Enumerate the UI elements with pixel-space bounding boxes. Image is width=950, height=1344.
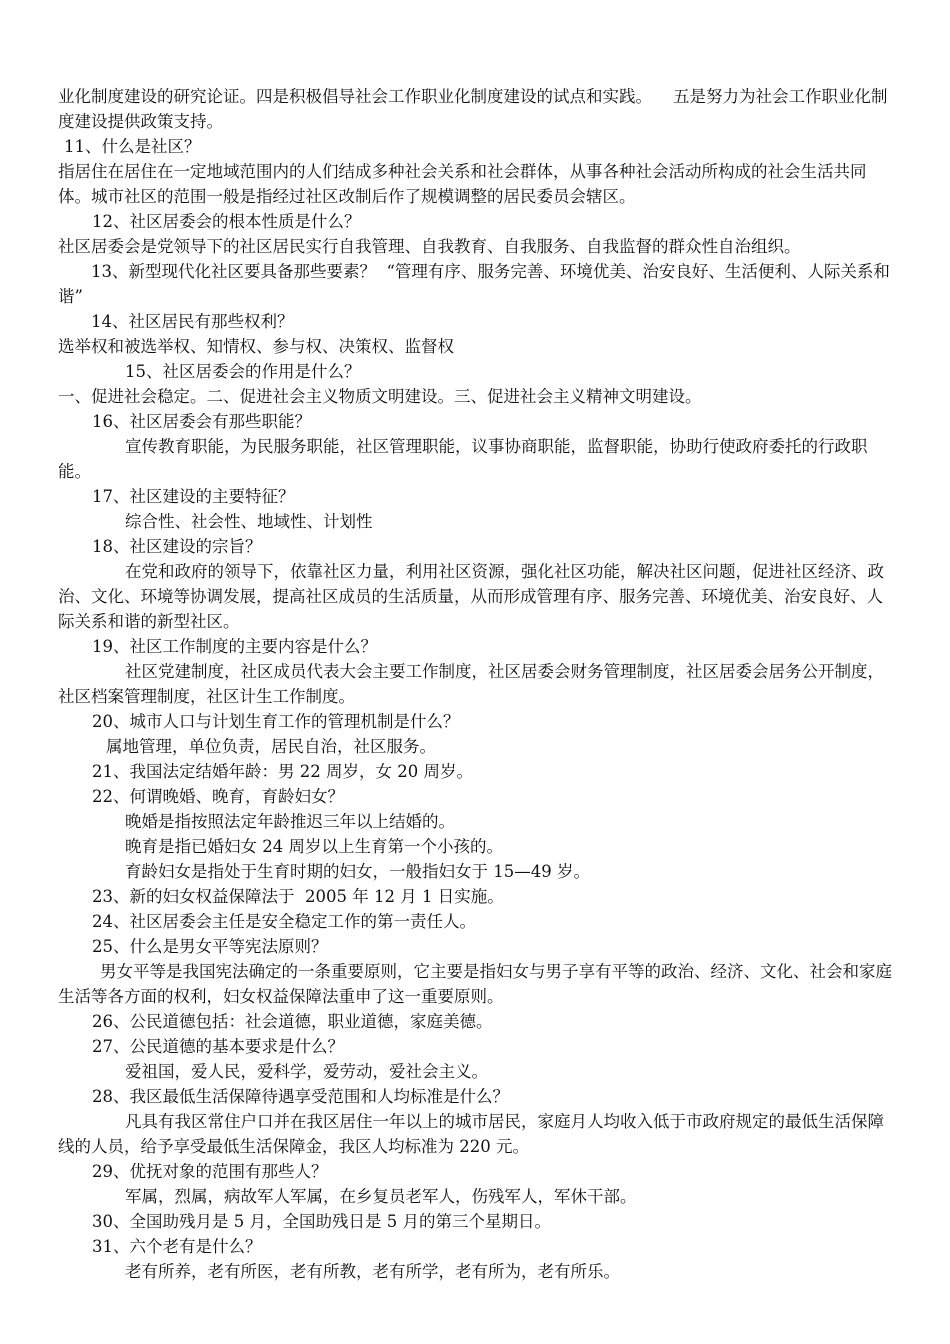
paragraph-line: 24、社区居委会主任是安全稳定工作的第一责任人。 [92, 912, 476, 931]
paragraph-line: 业化制度建设的研究论证。四是积极倡导社会工作职业化制度建设的试点和实践。 五是努力为社会工作职业化制度建设提供政策支持。 [58, 87, 888, 131]
paragraph-line: 综合性、社会性、地域性、计划性 [125, 512, 373, 531]
paragraph-line: 17、社区建设的主要特征？ [92, 487, 295, 506]
paragraph-line: 凡具有我区常住户口并在我区居住一年以上的城市居民，家庭月人均收入低于市政府规定的最低生活保障线的人员，给予享受最低生活保障金，我区人均标准为 220 元。 [58, 1112, 884, 1156]
paragraph-line: 28、我区最低生活保障待遇享受范围和人均标准是什么？ [92, 1087, 509, 1106]
paragraph-line: 晚育是指已婚妇女 24 周岁以上生育第一个小孩的。 [125, 837, 503, 856]
paragraph-line: 19、社区工作制度的主要内容是什么？ [92, 637, 377, 656]
paragraph-line: 选举权和被选举权、知情权、参与权、决策权、监督权 [58, 337, 454, 356]
paragraph-line: 16、社区居委会有那些职能？ [92, 412, 311, 431]
paragraph-line: 30、全国助残月是 5 月，全国助残日是 5 月的第三个星期日。 [92, 1212, 551, 1231]
paragraph-line: 指居住在居住在一定地域范围内的人们结成多种社会关系和社会群体，从事各种社会活动所构成的社会生活共同体。城市社区的范围一般是指经过社区改制后作了规模调整的居民委员会辖区。 [58, 162, 867, 206]
paragraph-line: 社区党建制度，社区成员代表大会主要工作制度，社区居委会财务管理制度，社区居委会居务公开制度，社区档案管理制度，社区计生工作制度。 [58, 662, 884, 706]
paragraph-line: 27、公民道德的基本要求是什么？ [92, 1037, 344, 1056]
paragraph-line: 20、城市人口与计划生育工作的管理机制是什么？ [92, 712, 460, 731]
paragraph-line: 14、社区居民有那些权利？ [91, 312, 294, 331]
document-body [58, 84, 892, 1284]
paragraph-line: 25、什么是男女平等宪法原则？ [92, 937, 328, 956]
paragraph-line: 属地管理，单位负责，居民自治，社区服务。 [106, 737, 436, 756]
paragraph-line: 晚婚是指按照法定年龄推迟三年以上结婚的。 [125, 812, 455, 831]
paragraph-line: 11、什么是社区？ [64, 137, 201, 156]
paragraph-line: 宣传教育职能，为民服务职能，社区管理职能，议事协商职能，监督职能，协助行使政府委托的行政职能。 [58, 437, 868, 481]
paragraph-line: 29、优抚对象的范围有那些人？ [92, 1162, 328, 1181]
paragraph-line: 13、新型现代化社区要具备那些要素？ “管理有序、服务完善、环境优美、治安良好、生活便利、人际关系和谐” [58, 262, 890, 306]
paragraph-line: 爱祖国，爱人民，爱科学，爱劳动，爱社会主义。 [125, 1062, 488, 1081]
paragraph-line: 23、新的妇女权益保障法于 2005 年 12 月 1 日实施。 [92, 887, 504, 906]
paragraph-line: 26、公民道德包括：社会道德，职业道德，家庭美德。 [92, 1012, 493, 1031]
paragraph-line: 22、何谓晚婚、晚育，育龄妇女？ [92, 787, 344, 806]
paragraph-line: 21、我国法定结婚年龄：男 22 周岁，女 20 周岁。 [92, 762, 473, 781]
paragraph-line: 18、社区建设的宗旨？ [92, 537, 262, 556]
paragraph-line: 12、社区居委会的根本性质是什么？ [92, 212, 361, 231]
paragraph-line: 老有所养，老有所医，老有所教，老有所学，老有所为，老有所乐。 [125, 1262, 620, 1281]
paragraph-line: 军属，烈属，病故军人军属，在乡复员老军人，伤残军人，军休干部。 [125, 1187, 637, 1206]
paragraph-line: 育龄妇女是指处于生育时期的妇女，一般指妇女于 15—49 岁。 [125, 862, 590, 881]
paragraph-line: 15、社区居委会的作用是什么？ [125, 362, 361, 381]
paragraph-line: 社区居委会是党领导下的社区居民实行自我管理、自我教育、自我服务、自我监督的群众性自治组织。 [58, 237, 801, 256]
paragraph-line: 男女平等是我国宪法确定的一条重要原则，它主要是指妇女与男子享有平等的政治、经济、文化、社会和家庭生活等各方面的权利，妇女权益保障法重申了这一重要原则。 [58, 962, 892, 1006]
paragraph-line: 在党和政府的领导下，依靠社区力量，利用社区资源，强化社区功能，解决社区问题，促进社区经济、政治、文化、环境等协调发展，提高社区成员的生活质量，从而形成管理有序、服务完善、环境优美、治安良好、人际关系和谐的新型社区。 [58, 562, 884, 631]
paragraph-line: 31、六个老有是什么？ [92, 1237, 262, 1256]
paragraph-line: 一、促进社会稳定。二、促进社会主义物质文明建设。三、促进社会主义精神文明建设。 [58, 387, 702, 406]
